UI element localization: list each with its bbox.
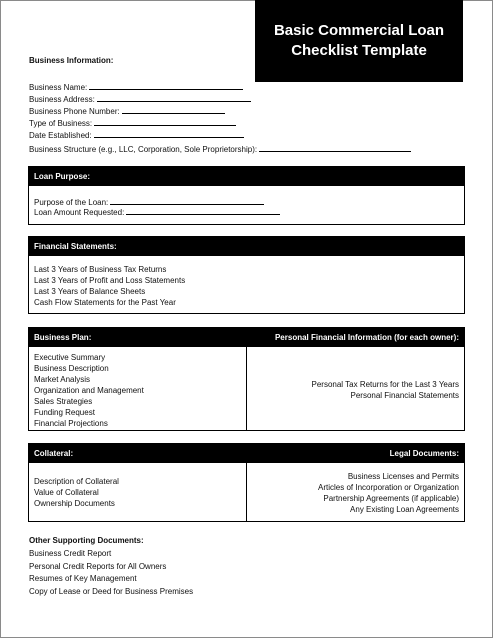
loan-purpose-label: Purpose of the Loan: xyxy=(34,198,109,207)
list-item: Organization and Management xyxy=(34,386,144,395)
list-item: Resumes of Key Management xyxy=(29,574,137,583)
business-phone-label: Business Phone Number: xyxy=(29,107,120,116)
business-plan-heading: Business Plan: xyxy=(34,333,92,342)
list-item: Personal Tax Returns for the Last 3 Years xyxy=(311,380,459,389)
business-name-label: Business Name: xyxy=(29,83,88,92)
list-item: Last 3 Years of Balance Sheets xyxy=(34,287,146,296)
financial-statements-list xyxy=(34,264,185,308)
business-name-field[interactable] xyxy=(29,81,243,93)
list-item: Value of Collateral xyxy=(34,488,99,497)
list-item: Ownership Documents xyxy=(34,499,115,508)
list-item: Funding Request xyxy=(34,408,95,417)
business-type-line[interactable] xyxy=(94,117,236,126)
list-item: Description of Collateral xyxy=(34,477,119,486)
date-established-label: Date Established: xyxy=(29,131,92,140)
list-item: Market Analysis xyxy=(34,375,91,384)
business-type-field[interactable] xyxy=(29,117,236,129)
title-line-1: Basic Commercial Loan xyxy=(273,22,445,39)
business-phone-line[interactable] xyxy=(122,105,225,114)
loan-purpose-heading: Loan Purpose: xyxy=(34,172,91,181)
document-title xyxy=(255,0,463,82)
list-item: Cash Flow Statements for the Past Year xyxy=(34,298,176,307)
list-item: Last 3 Years of Profit and Loss Statements xyxy=(34,276,186,285)
list-item: Personal Financial Statements xyxy=(350,391,459,400)
other-documents-heading: Other Supporting Documents: xyxy=(29,536,144,545)
legal-documents-heading: Legal Documents: xyxy=(389,449,459,458)
collateral-header xyxy=(29,444,464,463)
list-item: Any Existing Loan Agreements xyxy=(350,505,459,514)
legal-documents-list xyxy=(318,471,459,515)
list-item: Business Description xyxy=(34,364,109,373)
collateral-heading: Collateral: xyxy=(34,449,74,458)
business-structure-label: Business Structure (e.g., LLC, Corporation, Sole Proprietorship): xyxy=(29,145,258,154)
business-plan-list xyxy=(34,352,144,429)
column-divider xyxy=(246,347,247,430)
column-divider xyxy=(246,463,247,521)
financial-statements-header xyxy=(29,237,464,256)
list-item: Financial Projections xyxy=(34,419,108,428)
business-address-field[interactable] xyxy=(29,93,251,105)
list-item: Articles of Incorporation or Organization xyxy=(318,483,459,492)
business-name-line[interactable] xyxy=(89,81,243,90)
loan-amount-label: Loan Amount Requested: xyxy=(34,208,125,217)
business-structure-line[interactable] xyxy=(259,143,411,152)
financial-statements-heading: Financial Statements: xyxy=(34,242,117,251)
business-address-line[interactable] xyxy=(97,93,251,102)
loan-purpose-line[interactable] xyxy=(110,196,264,205)
business-info-heading: Business Information: xyxy=(29,56,114,65)
list-item: Copy of Lease or Deed for Business Premises xyxy=(29,586,194,596)
list-item: Business Licenses and Permits xyxy=(347,472,459,481)
business-plan-header xyxy=(29,328,464,347)
title-line-2: Checklist Template xyxy=(291,42,427,59)
personal-financial-heading: Personal Financial Information (for each owner): xyxy=(274,333,459,342)
business-address-label: Business Address: xyxy=(29,95,95,104)
business-plan-section xyxy=(28,327,465,431)
business-structure-field[interactable] xyxy=(29,143,411,155)
date-established-line[interactable] xyxy=(94,129,244,138)
list-item: Executive Summary xyxy=(34,353,106,362)
loan-purpose-section xyxy=(28,166,465,225)
loan-amount-line[interactable] xyxy=(126,206,280,215)
list-item: Last 3 Years of Business Tax Returns xyxy=(34,265,167,274)
personal-financial-list xyxy=(312,379,460,401)
other-documents-list xyxy=(29,548,193,598)
loan-amount-field[interactable] xyxy=(34,206,280,218)
list-item: Partnership Agreements (if applicable) xyxy=(323,494,459,503)
list-item: Sales Strategies xyxy=(34,397,93,406)
financial-statements-section xyxy=(28,236,465,314)
business-phone-field[interactable] xyxy=(29,105,225,117)
business-type-label: Type of Business: xyxy=(29,119,93,128)
collateral-list xyxy=(34,476,119,509)
date-established-field[interactable] xyxy=(29,129,244,141)
collateral-section xyxy=(28,443,465,522)
list-item: Personal Credit Reports for All Owners xyxy=(29,561,167,571)
loan-purpose-header xyxy=(29,167,464,186)
list-item: Business Credit Report xyxy=(29,549,112,558)
